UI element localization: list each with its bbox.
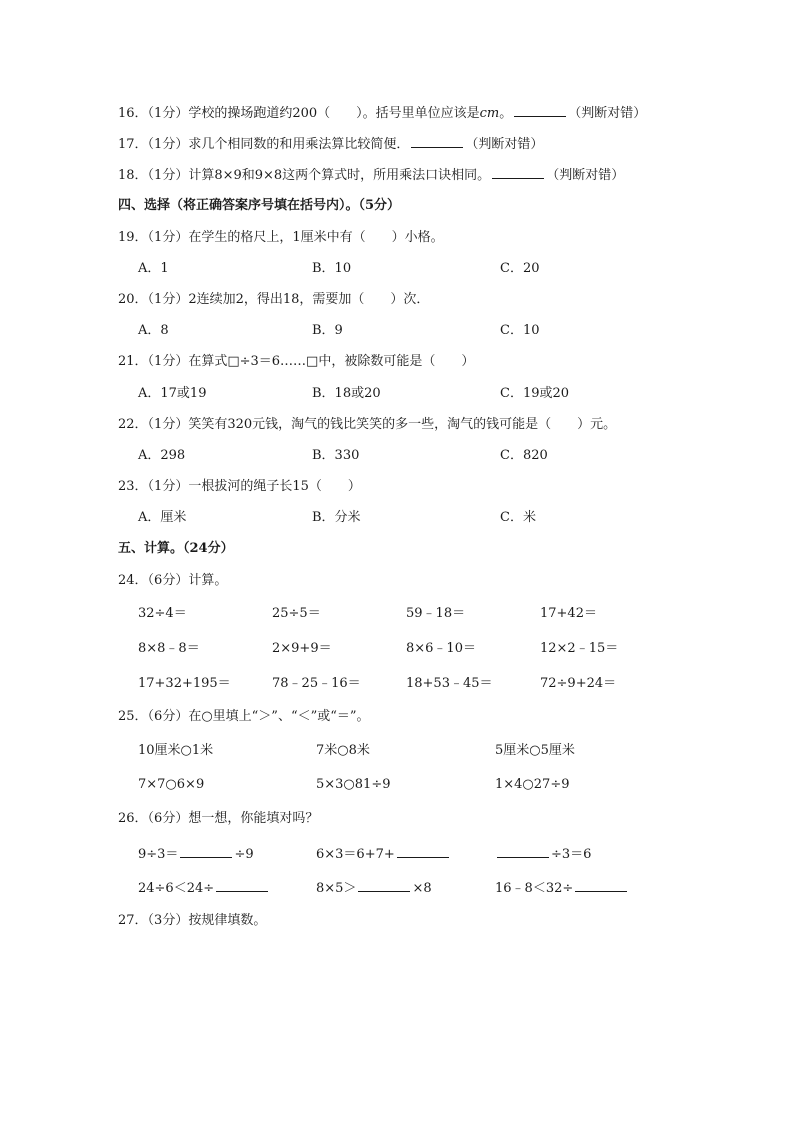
question-tag: （判断对错） [568,106,647,121]
question-text: 17．（1分）求几个相同数的和用乘法算比较简便． [118,137,410,152]
question-27: 27．（3分）按规律填数。 [118,913,267,928]
option-b[interactable]: B．10 [312,261,352,276]
option-a[interactable]: A．8 [138,323,169,338]
answer-blank[interactable] [514,104,566,117]
unit-text: cm [479,106,500,121]
compare-row [0,742,794,760]
compare-item: 5厘米○5厘米 [495,743,575,758]
question-text: 。 [499,106,513,121]
answer-blank[interactable] [358,879,410,892]
calc-item: 59﹣18＝ [406,606,466,621]
compare-item: 7×7○6×9 [138,777,205,792]
calc-item: 12×2﹣15＝ [540,641,619,656]
question-text: 16．（1分）学校的操场跑道约200（ ）。括号里单位应该是 [118,106,480,121]
calc-item: 8×8﹣8＝ [138,641,200,656]
fill-item: 8×5＞ ×8 [316,881,432,896]
options-row [0,322,794,340]
calc-item: 78﹣25﹣16＝ [272,676,361,691]
question-text: 18．（1分）计算8×9和9×8这两个算式时，所用乘法口诀相同。 [118,168,491,183]
option-c[interactable]: C．20 [500,261,540,276]
option-b[interactable]: B．330 [312,448,360,463]
calc-row [0,605,794,623]
options-row [0,385,794,403]
calc-item: 18+53﹣45＝ [406,676,493,691]
fill-row [0,845,794,863]
option-c[interactable]: C．820 [500,448,548,463]
fill-item: 9÷3＝ ÷9 [138,847,254,862]
options-row [0,509,794,527]
option-a[interactable]: A．17或19 [138,386,207,401]
calc-item: 17+32+195＝ [138,676,231,691]
fill-item: 6×3＝6+7+ [316,845,451,864]
answer-blank[interactable] [575,879,627,892]
options-row [0,260,794,278]
answer-blank[interactable] [216,879,268,892]
question-24: 24．（6分）计算。 [118,573,228,588]
question-22: 22．（1分）笑笑有320元钱，淘气的钱比笑笑的多一些，淘气的钱可能是（ ）元。 [118,417,617,432]
question-20: 20．（1分）2连续加2，得出18，需要加（ ）次． [118,292,430,307]
option-c[interactable]: C．19或20 [500,386,570,401]
question-19: 19．（1分）在学生的格尺上，1厘米中有（ ）小格。 [118,230,444,245]
calc-row [0,675,794,693]
answer-blank[interactable] [497,845,549,858]
calc-item: 8×6﹣10＝ [406,641,476,656]
answer-blank[interactable] [411,135,463,148]
calc-item: 25÷5＝ [272,606,321,621]
option-b[interactable]: B．分米 [312,510,361,525]
answer-blank[interactable] [492,166,544,179]
options-row [0,447,794,465]
section-title: 五、计算。（24分） [118,541,234,556]
calc-item: 32÷4＝ [138,606,187,621]
option-c[interactable]: C．10 [500,323,540,338]
compare-item: 1×4○27÷9 [495,777,570,792]
calc-item: 2×9+9＝ [272,641,332,656]
question-tag: （判断对错） [546,168,625,183]
answer-blank[interactable] [180,845,232,858]
question-tag: （判断对错） [465,137,544,152]
question-21: 21．（1分）在算式□÷3＝6……□中，被除数可能是（ ） [118,354,475,369]
option-a[interactable]: A．1 [138,261,169,276]
section-title: 四、选择（将正确答案序号填在括号内）。（5分） [118,198,401,213]
compare-item: 5×3○81÷9 [316,777,391,792]
compare-row [0,776,794,794]
compare-item: 7米○8米 [316,743,370,758]
answer-blank[interactable] [397,845,449,858]
question-17 [118,135,543,154]
compare-item: 10厘米○1米 [138,743,214,758]
option-b[interactable]: B．9 [312,323,343,338]
fill-row [0,879,794,897]
option-a[interactable]: A．厘米 [138,510,187,525]
fill-item: 24÷6＜24÷ [138,879,270,898]
question-26: 26．（6分）想一想，你能填对吗？ [118,811,319,826]
option-a[interactable]: A．298 [138,448,186,463]
question-18 [118,166,624,185]
calc-item: 17+42＝ [540,606,597,621]
calc-item: 72÷9+24＝ [540,676,617,691]
question-25: 25．（6分）在○里填上“＞”、“＜”或“＝”。 [118,709,370,724]
question-23: 23．（1分）一根拔河的绳子长15（ ） [118,479,361,494]
option-b[interactable]: B．18或20 [312,386,381,401]
calc-row [0,640,794,658]
fill-item: 16﹣8＜32÷ [495,879,629,898]
question-16 [118,104,646,123]
option-c[interactable]: C．米 [500,510,536,525]
fill-item: ÷3＝6 [495,845,591,864]
